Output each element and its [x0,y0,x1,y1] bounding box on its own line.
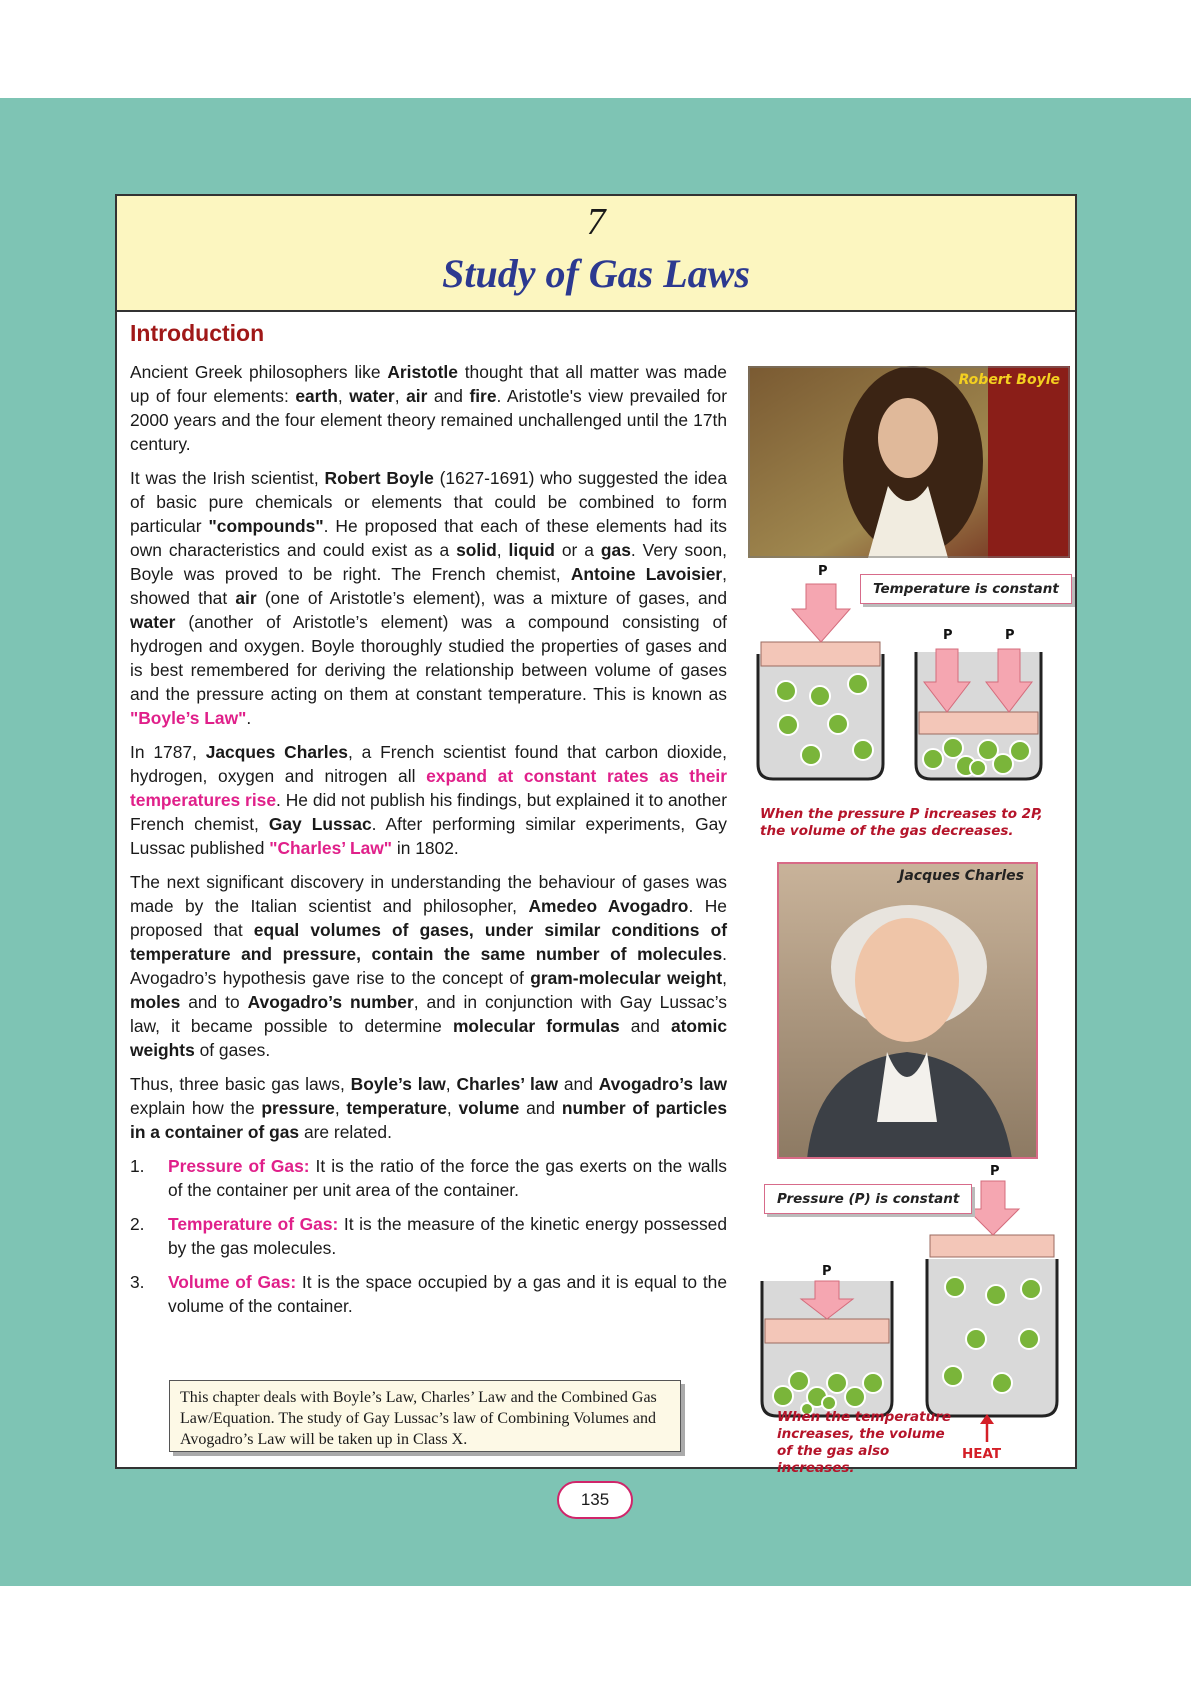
charles-law-caption: When the temperature increases, the volume of the gas also increases. [777,1409,952,1476]
paragraph-4: The next significant discovery in understanding the behaviour of gases was made by the Italian scientist and philosopher, Amedeo Avogadro. He proposed that equal volumes of gases, under similar conditions of temperature and pressure, contain the same number of molecules. Avogadro’s hypothesis gave rise to the concept of gram-molecular weight, moles and to Avogadro’s number, and in conjunction with Gay Lussac’s law, it became possible to determine molecular formulas and atomic weights of gases. [130,872,728,1060]
pressure-label: P [1005,628,1015,643]
paragraph-5: Thus, three basic gas laws, Boyle’s law, Charles’ law and Avogadro’s law explain how the pressure, temperature, volume and number of particles in a container of gas are related. [130,1074,727,1142]
list-item: 3. Volume of Gas: It is the space occupied by a gas and it is equal to the volume of the container. [130,1272,728,1316]
chapter-note-box: This chapter deals with Boyle’s Law, Charles’ Law and the Combined Gas Law/Equation. The study of Gay Lussac’s law of Combining Volumes and Avogadro’s Law will be taken up in Class X. [169,1380,681,1452]
jacques-charles-portrait [777,862,1038,1159]
robert-boyle-portrait [748,366,1070,558]
definition-text: It is the space occupied by a gas and it is equal to the volume of the container. [168,1272,728,1316]
definition-text: It is the measure of the kinetic energy possessed by the gas molecules. [168,1214,727,1258]
heat-label: HEAT [962,1446,1002,1462]
paragraph-1: Ancient Greek philosophers like Aristotle thought that all matter was made up of four elements: earth, water, air and fire. Aristotle's view prevailed for 2000 years and the four element theory remained unchallenged until the 17th century. [130,362,727,454]
main-text-column [130,360,727,1328]
section-heading: Introduction [130,320,265,346]
list-item: 1. Pressure of Gas: It is the ratio of the force the gas exerts on the walls of the container per unit area of the container. [130,1156,728,1200]
pressure-label: P [818,564,828,579]
paragraph-2: It was the Irish scientist, Robert Boyle (1627-1691) who suggested the idea of basic pure chemicals or elements that could be combined to form particular "compounds". He proposed that each of these elements had its own characteristics and could exist as a solid, liquid or a gas. Very soon, Boyle was proved to be right. The French chemist, Antoine Lavoisier, showed that air (one of Aristotle’s element), was a mixture of gases, and water (another of Aristotle’s element) was a compound consisting of hydrogen and oxygen. Boyle thoroughly studied the properties of gases and is best remembered for deriving the relationship between volume of gases and the pressure acting on them at constant temperature. This is known as "Boyle’s Law". [130,468,728,728]
definition-term: Pressure of Gas: [168,1156,310,1176]
boyles-law-caption: When the pressure P increases to 2P, the volume of the gas decreases. [760,806,1043,839]
pressure-label: P [822,1264,832,1279]
pressure-label: P [990,1164,1000,1179]
definition-text: It is the ratio of the force the gas exerts on the walls of the container per unit area of the container. [168,1156,728,1200]
heat-arrow-icon [979,1414,995,1442]
chapter-header [117,196,1075,312]
definition-term: Volume of Gas: [168,1272,297,1292]
definition-term: Temperature of Gas: [168,1214,339,1234]
list-item: 2. Temperature of Gas: It is the measure of the kinetic energy possessed by the gas molecules. [130,1214,727,1258]
pressure-constant-callout: Pressure (P) is constant [764,1184,972,1214]
chapter-number: 7 [586,201,606,243]
chapter-title: Study of Gas Laws [442,251,750,296]
robert-boyle-label: Robert Boyle [958,372,1060,388]
page-number: 135 [557,1481,633,1519]
temperature-constant-callout: Temperature is constant [860,574,1072,604]
definition-list [130,1154,727,1318]
pressure-label: P [943,628,953,643]
jacques-charles-label: Jacques Charles [899,868,1024,884]
page-content-box [115,194,1077,1476]
paragraph-3: In 1787, Jacques Charles, a French scientist found that carbon dioxide, hydrogen, oxygen and nitrogen all expand at constant rates as their temperatures rise. He did not publish his findings, but explained it to another French chemist, Gay Lussac. After performing similar experiments, Gay Lussac published "Charles’ Law" in 1802. [130,742,727,858]
